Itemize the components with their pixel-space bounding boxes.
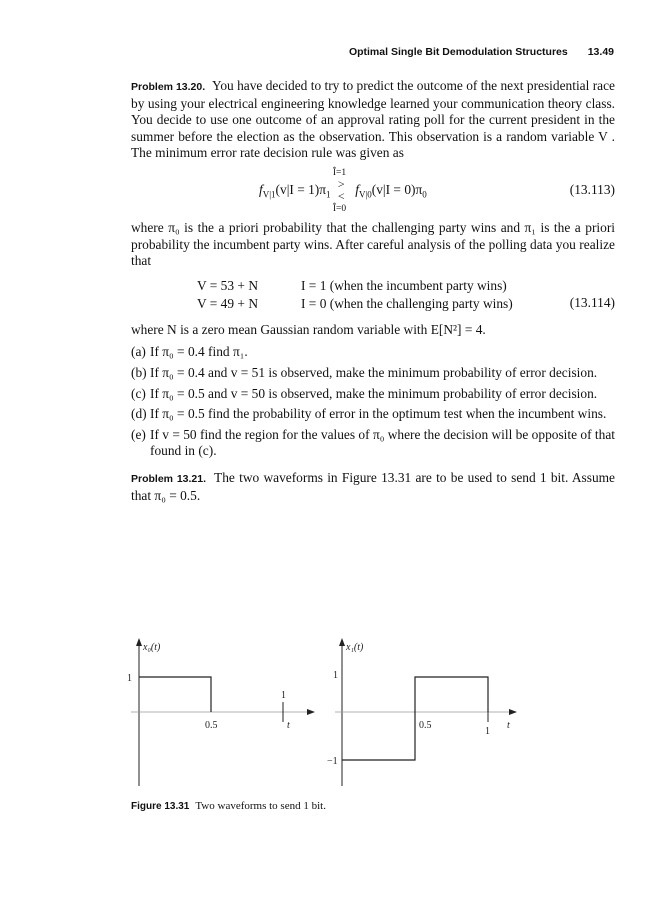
label-x0: x₀(t) [143, 642, 161, 653]
part-label: (d) [131, 406, 147, 422]
label-t: t [287, 720, 290, 731]
running-header [349, 46, 614, 58]
eq1-lhs-sub: V|1 [262, 189, 276, 200]
part-item [131, 365, 615, 382]
part-label: (c) [131, 385, 146, 401]
eq1-lt: < [337, 188, 345, 203]
part-item [131, 406, 615, 423]
x-axis-arrow [509, 709, 517, 715]
label-y-1: 1 [127, 673, 132, 684]
caption-label: Figure 13.31 [131, 801, 190, 812]
eq1-lhs-f: f [259, 181, 263, 197]
label-t: t [507, 720, 510, 731]
part-text: If v = 50 find the region for the values of π₀ where the decision will be opposite of that found in (c). [150, 426, 615, 459]
equation-number: (13.114) [569, 294, 615, 310]
waveform-x0 [139, 677, 211, 712]
eq1-lhs-pi-sub: 1 [326, 189, 331, 200]
after-equation-2: where N is a zero mean Gaussian random variable with E[N²] = 4. [131, 321, 486, 337]
eq2-row2-left: V = 49 + N [197, 295, 258, 311]
page-number: 13.49 [587, 46, 614, 58]
eq1-rhs-arg: (v|I = 0)π [371, 181, 423, 197]
label-y-neg1: −1 [327, 756, 338, 767]
part-label: (e) [131, 426, 146, 442]
part-text: If π₀ = 0.4 find π₁. [150, 344, 248, 360]
label-x-0.5: 0.5 [419, 720, 432, 731]
eq1-rhs-pi-sub: 0 [422, 189, 427, 200]
page-content [131, 78, 615, 504]
figure-caption [131, 800, 326, 812]
label-x-1: 1 [281, 690, 286, 701]
part-item [131, 427, 615, 460]
eq1-rhs-sub: V|0 [358, 189, 372, 200]
eq1-gt: > [337, 176, 345, 191]
part-text: If π₀ = 0.5 find the probability of error in the optimum test when the incumbent wins. [150, 406, 607, 422]
problem-intro: You have decided to try to predict the outcome of the next presidential race by using your electrical engineering knowledge learned your communication theory class. You decide to use one outcome of an approval rating poll for the current president in the summer before the election as the observation. This observation is a random variable V . The minimum error rate decision rule was given as [131, 78, 615, 161]
waveform-x1 [342, 677, 488, 760]
equation-number: (13.113) [569, 181, 615, 197]
parts-list [131, 344, 615, 460]
plot-x0 [127, 638, 315, 786]
label-x1: x₁(t) [346, 642, 364, 653]
header-title: Optimal Single Bit Demodulation Structures [348, 46, 568, 58]
figure-13-31 [127, 636, 531, 796]
part-label: (a) [131, 344, 146, 360]
problem-label: Problem 13.20. [131, 81, 206, 93]
decision-symbol [332, 167, 349, 214]
part-text: If π₀ = 0.4 and v = 51 is observed, make the minimum probability of error decision. [150, 364, 598, 380]
y-axis-arrow [136, 638, 142, 646]
label-y-1: 1 [333, 670, 338, 681]
after-equation-1: where π₀ is the a priori probability that the challenging party wins and π₁ is the a priori probability the incumbent party wins. After careful analysis of the polling data you realize that [131, 219, 615, 269]
problem-13-21 [131, 470, 615, 504]
problem-label: Problem 13.21. [131, 472, 207, 485]
label-x-0.5: 0.5 [205, 720, 218, 731]
part-item [131, 344, 615, 361]
x-axis-arrow [307, 709, 315, 715]
label-x-1: 1 [485, 726, 490, 737]
y-axis-arrow [339, 638, 345, 646]
caption-text: Two waveforms to send 1 bit. [195, 800, 326, 812]
eq1-rhs-f: f [355, 181, 359, 197]
plot-x1 [327, 638, 517, 786]
equation-13-114 [131, 274, 615, 316]
eq2-row1-right: I = 1 (when the incumbent party wins) [301, 277, 507, 293]
equation-13-113 [131, 166, 615, 214]
eq1-bottom: Î=0 [332, 203, 347, 214]
eq2-row2-right: I = 0 (when the challenging party wins) [301, 295, 513, 311]
eq1-lhs-arg: (v|I = 1)π [275, 181, 327, 197]
part-text: If π₀ = 0.5 and v = 50 is observed, make the minimum probability of error decision. [150, 385, 598, 401]
part-label: (b) [131, 364, 147, 380]
problem-13-20 [131, 78, 615, 162]
eq2-row1-left: V = 53 + N [197, 277, 258, 293]
problem-text: The two waveforms in Figure 13.31 are to be used to send 1 bit. Assume that π₀ = 0.5. [131, 469, 615, 503]
part-item [131, 386, 615, 403]
eq1-top: Î=1 [332, 167, 347, 178]
